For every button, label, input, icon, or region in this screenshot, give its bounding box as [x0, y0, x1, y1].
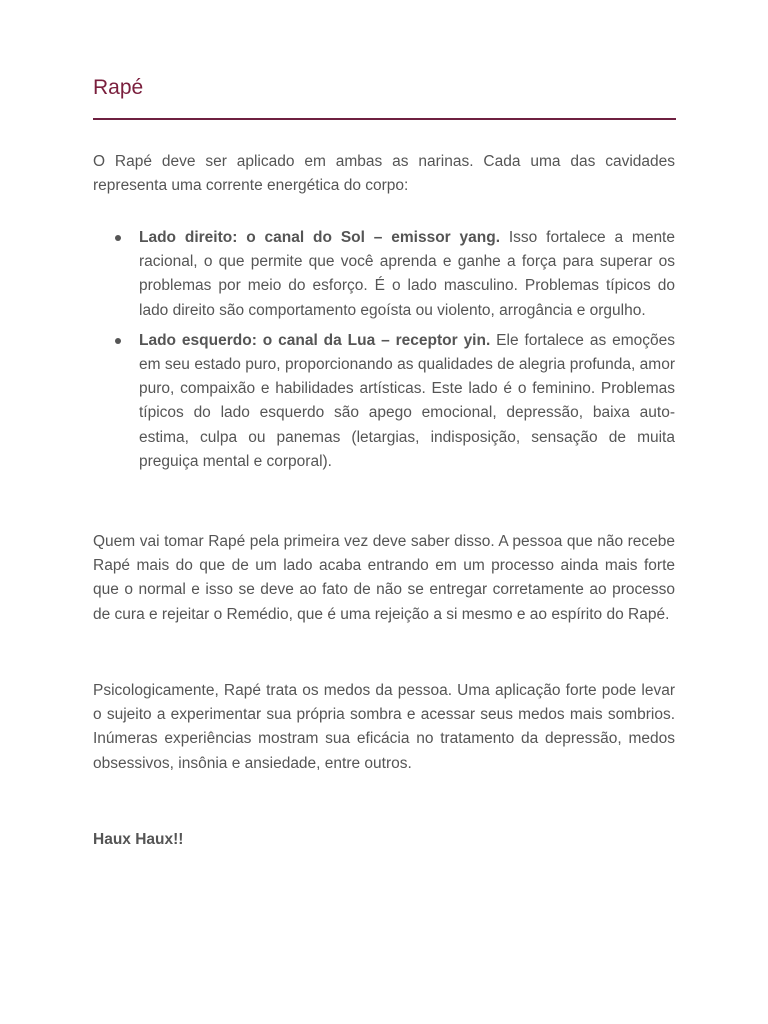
bullet-lead: Lado esquerdo: o canal da Lua – receptor yin.: [139, 331, 491, 349]
title-divider: [93, 118, 676, 120]
list-item: [93, 226, 675, 323]
list-item: [93, 329, 675, 474]
intro-paragraph: O Rapé deve ser aplicado em ambas as narinas. Cada uma das cavidades representa uma corrente energética do corpo:: [93, 153, 675, 195]
page-title: Rapé: [93, 76, 144, 99]
bullet-icon: [115, 338, 121, 344]
bullet-icon: [115, 235, 121, 241]
closing-text: Haux Haux!!: [93, 831, 184, 848]
psychology-paragraph: Psicologicamente, Rapé trata os medos da pessoa. Uma aplicação forte pode levar o sujeito a experimentar sua própria sombra e acessar seus medos mais sombrios. Inúmeras experiências mostram sua eficácia no tratamento da depressão, medos obsessivos, insônia e ansiedade, entre outros.: [93, 682, 675, 772]
bullet-list: [93, 226, 675, 480]
bullet-text: Ele fortalece as emoções em seu estado puro, proporcionando as qualidades de alegria profunda, amor puro, compaixão e habilidades artísticas. Este lado é o feminino. Problemas típicos do lado esquerdo são apego emocional, depressão, baixa auto-estima, culpa ou panemas (letargias, indisposição, sensação de muita preguiça mental e corporal).: [139, 331, 675, 470]
bullet-text: Isso fortalece a mente racional, o que permite que você aprenda e ganhe a força para superar os problemas por meio do esforço. É o lado masculino. Problemas típicos do lado direito são comportamento egoísta ou violento, arrogância e orgulho.: [139, 229, 675, 319]
first-time-paragraph: Quem vai tomar Rapé pela primeira vez deve saber disso. A pessoa que não recebe Rapé mais do que de um lado acaba entrando em um processo ainda mais forte que o normal e isso se deve ao fato de não se entregar corretamente ao processo de cura e rejeitar o Remédio, que é uma rejeição a si mesmo e ao espírito do Rapé.: [93, 533, 675, 623]
bullet-lead: Lado direito: o canal do Sol – emissor yang.: [139, 229, 501, 246]
